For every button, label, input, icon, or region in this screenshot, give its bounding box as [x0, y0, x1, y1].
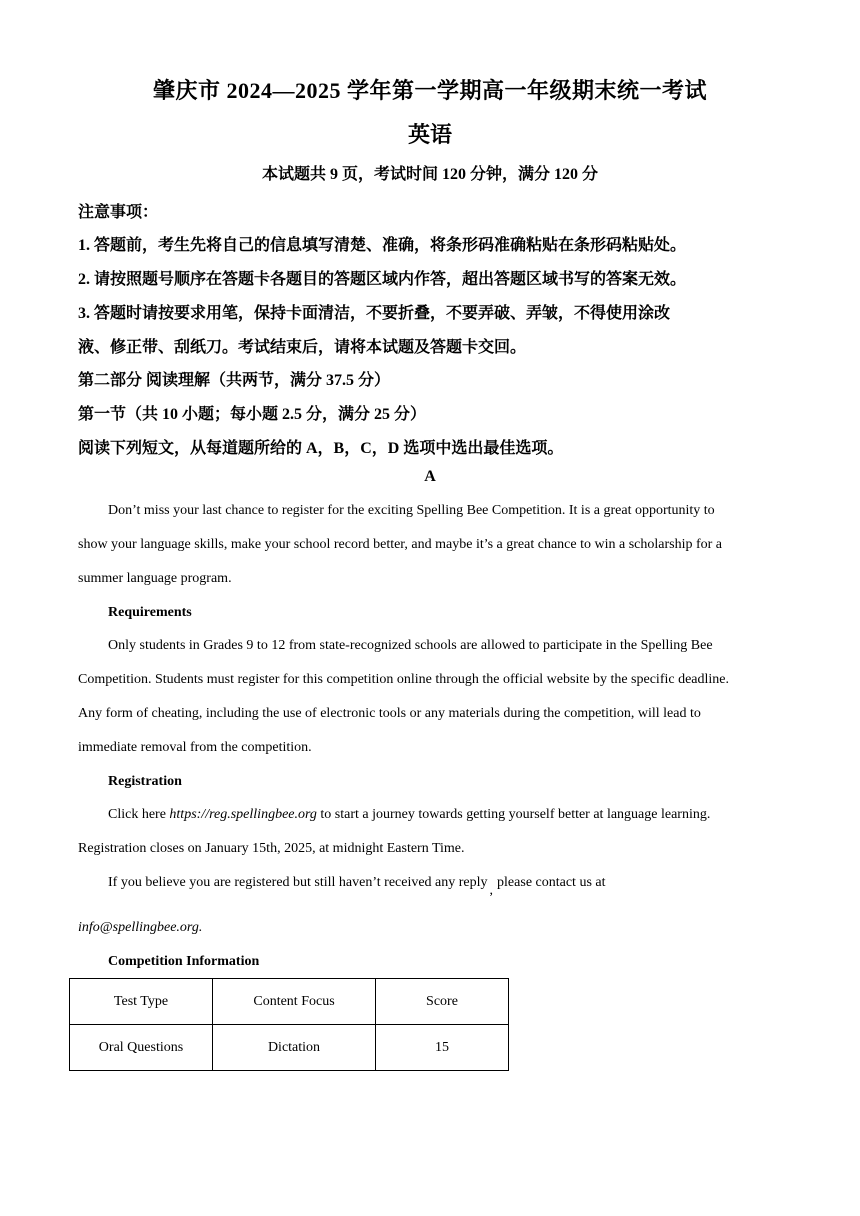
table-header-row [70, 979, 509, 1025]
table-header-cell: Content Focus [213, 979, 376, 1025]
registration-line-1 [108, 807, 710, 823]
requirements-heading: Requirements [108, 605, 192, 620]
intro-line-2: show your language skills, make your school record better, and maybe it’s a great chance to win a scholarship for a [78, 537, 723, 552]
registration-line-3-text: If you believe you are registered but still haven’t received any reply [108, 875, 488, 890]
intro-line-3: summer language program. [78, 571, 232, 586]
table-cell: Dictation [213, 1025, 376, 1071]
intro-line-1: Don’t miss your last chance to register for the exciting Spelling Bee Competition. It is a great opportunity to [108, 503, 715, 518]
table-header-cell: Score [376, 979, 509, 1025]
note-item-3-line-1: 3. 答题时请按要求用笔，保持卡面清洁，不要折叠，不要弄破、弄皱，不得使用涂改 [78, 305, 671, 322]
requirements-line-1: Only students in Grades 9 to 12 from state-recognized schools are allowed to participate in the Spelling Bee [108, 638, 713, 653]
registration-contact-text: please contact us at [497, 875, 606, 890]
registration-comma: , [489, 883, 494, 898]
note-item-3-line-2: 液、修正带、刮纸刀。考试结束后，请将本试题及答题卡交回。 [78, 339, 527, 356]
contact-email[interactable]: info@spellingbee.org. [78, 920, 203, 935]
competition-table [69, 978, 509, 1071]
registration-heading: Registration [108, 774, 182, 789]
registration-click-text: Click here [108, 807, 170, 822]
requirements-line-2: Competition. Students must register for this competition online through the official website by the specific deadline. [78, 672, 729, 687]
subject-title: 英语 [407, 122, 452, 147]
section-title: 第一节（共 10 小题；每小题 2.5 分，满分 25 分） [78, 406, 427, 423]
table-cell: Oral Questions [70, 1025, 213, 1071]
note-item-2: 2. 请按照题号顺序在答题卡各题目的答题区域内作答，超出答题区域书写的答案无效。 [78, 271, 687, 288]
passage-letter: A [424, 468, 436, 485]
table-cell: 15 [376, 1025, 509, 1071]
registration-line-2: Registration closes on January 15th, 2025, at midnight Eastern Time. [78, 841, 465, 856]
exam-info: 本试题共 9 页，考试时间 120 分钟，满分 120 分 [261, 166, 598, 183]
part-title: 第二部分 阅读理解（共两节，满分 37.5 分） [78, 372, 391, 389]
registration-line-1-rest: to start a journey towards getting yourself better at language learning. [316, 807, 711, 822]
requirements-line-3: Any form of cheating, including the use of electronic tools or any materials during the competition, will lead to [78, 706, 701, 721]
table-header-cell: Test Type [70, 979, 213, 1025]
notes-heading: 注意事项： [78, 204, 159, 221]
instruction: 阅读下列短文，从每道题所给的 A，B，C，D 选项中选出最佳选项。 [78, 440, 564, 457]
note-item-1: 1. 答题前，考生先将自己的信息填写清楚、准确，将条形码准确粘贴在条形码粘贴处。 [78, 237, 687, 254]
registration-link[interactable]: https://reg.spellingbee.org [169, 807, 317, 822]
exam-title: 肇庆市 2024—2025 学年第一学期高一年级期末统一考试 [152, 78, 707, 103]
requirements-line-4: immediate removal from the competition. [78, 740, 312, 755]
competition-heading: Competition Information [108, 954, 260, 969]
table-row [70, 1025, 509, 1071]
registration-line-3 [108, 875, 606, 898]
